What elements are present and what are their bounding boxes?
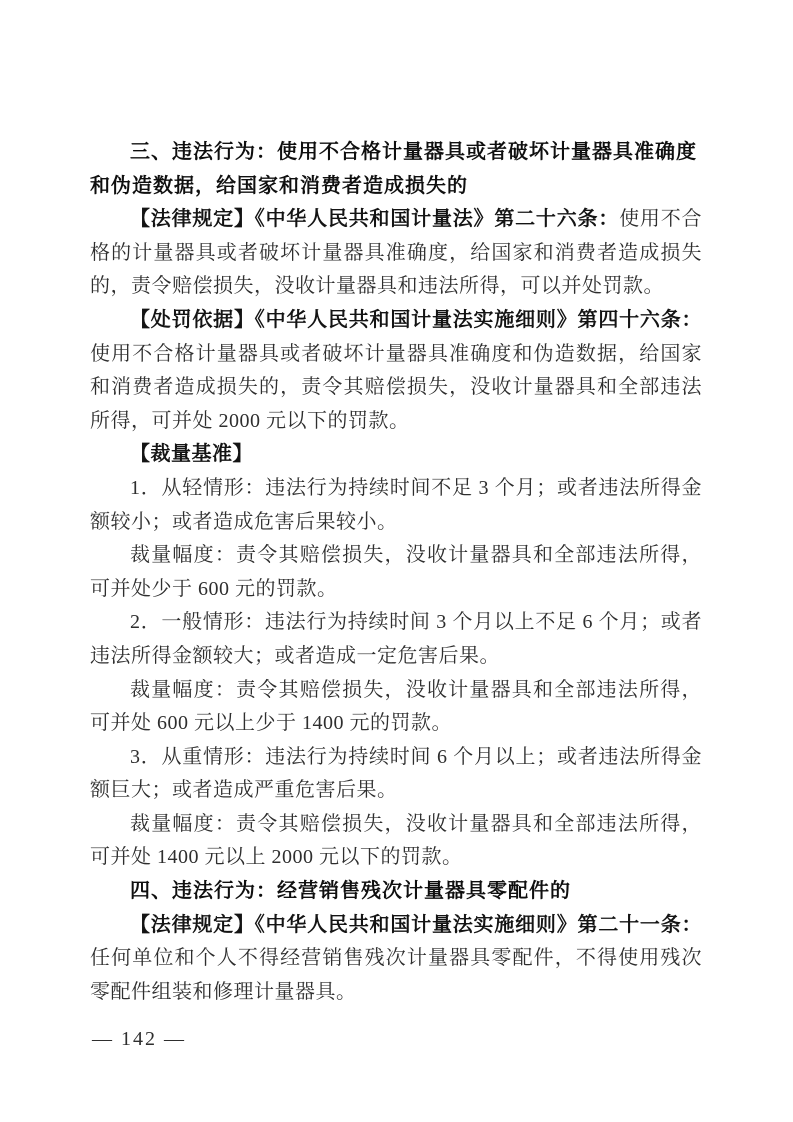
paragraph-text: 2．一般情形：违法行为持续时间 3 个月以上不足 6 个月；或者违法所得金额较大；或者造成一定危害后果。 bbox=[90, 611, 702, 667]
section-heading-violation-3 bbox=[90, 136, 702, 203]
paragraph-legal-basis-2 bbox=[90, 909, 702, 1010]
paragraph-text: 使用不合格的计量器具或者破坏计量器具准确度，给国家和消费者造成损失的，责令赔偿损失，没收计量器具和违法所得，可以并处罚款。 bbox=[90, 208, 703, 298]
paragraph-text: 裁量幅度：责令其赔偿损失，没收计量器具和全部违法所得，可并处少于 600 元的罚款。 bbox=[90, 544, 702, 600]
label-legal-provision: 【法律规定】《中华人民共和国计量法》第二十六条： bbox=[130, 208, 620, 231]
paragraph-case-light bbox=[90, 472, 702, 539]
paragraph-case-general bbox=[90, 606, 702, 673]
paragraph-text: 任何单位和个人不得经营销售残次计量器具零配件，不得使用残次零配件组装和修理计量器具。 bbox=[90, 947, 702, 1003]
label-penalty-basis: 【处罚依据】《中华人民共和国计量法实施细则》第四十六条： bbox=[130, 308, 702, 331]
paragraph-range-severe bbox=[90, 808, 702, 875]
paragraph-text: 1．从轻情形：违法行为持续时间不足 3 个月；或者违法所得金额较小；或者造成危害后果较小。 bbox=[90, 476, 702, 533]
paragraph-range-general bbox=[90, 674, 702, 741]
heading-text: 四、违法行为：经营销售残次计量器具零配件的 bbox=[130, 880, 571, 903]
label-legal-provision: 【法律规定】《中华人民共和国计量法实施细则》第二十一条： bbox=[130, 913, 702, 936]
paragraph-text: 裁量幅度：责令其赔偿损失，没收计量器具和全部违法所得，可并处 1400 元以上 2000 元以下的罚款。 bbox=[90, 812, 702, 869]
section-heading-violation-4 bbox=[90, 875, 702, 909]
document-body bbox=[90, 136, 702, 1009]
paragraph-penalty-basis bbox=[90, 304, 702, 438]
label-discretion-benchmark: 【裁量基准】 bbox=[130, 443, 253, 466]
paragraph-legal-basis-1 bbox=[90, 203, 702, 304]
paragraph-text: 使用不合格计量器具或者破坏计量器具准确度和伪造数据，给国家和消费者造成损失的，责令其赔偿损失，没收计量器具和全部违法所得，可并处 2000 元以下的罚款。 bbox=[90, 342, 702, 432]
paragraph-range-light bbox=[90, 539, 702, 606]
paragraph-case-severe bbox=[90, 741, 702, 808]
page-number: — 142 — bbox=[92, 1028, 186, 1050]
heading-text: 三、违法行为：使用不合格计量器具或者破坏计量器具准确度和伪造数据，给国家和消费者造成损失的 bbox=[90, 141, 697, 197]
page-number-footer bbox=[92, 1028, 186, 1051]
paragraph-text: 裁量幅度：责令其赔偿损失，没收计量器具和全部违法所得，可并处 600 元以上少于 1400 元的罚款。 bbox=[90, 678, 702, 735]
paragraph-text: 3．从重情形：违法行为持续时间 6 个月以上；或者违法所得金额巨大；或者造成严重危害后果。 bbox=[90, 745, 702, 802]
paragraph-discretion-benchmark bbox=[90, 438, 702, 472]
